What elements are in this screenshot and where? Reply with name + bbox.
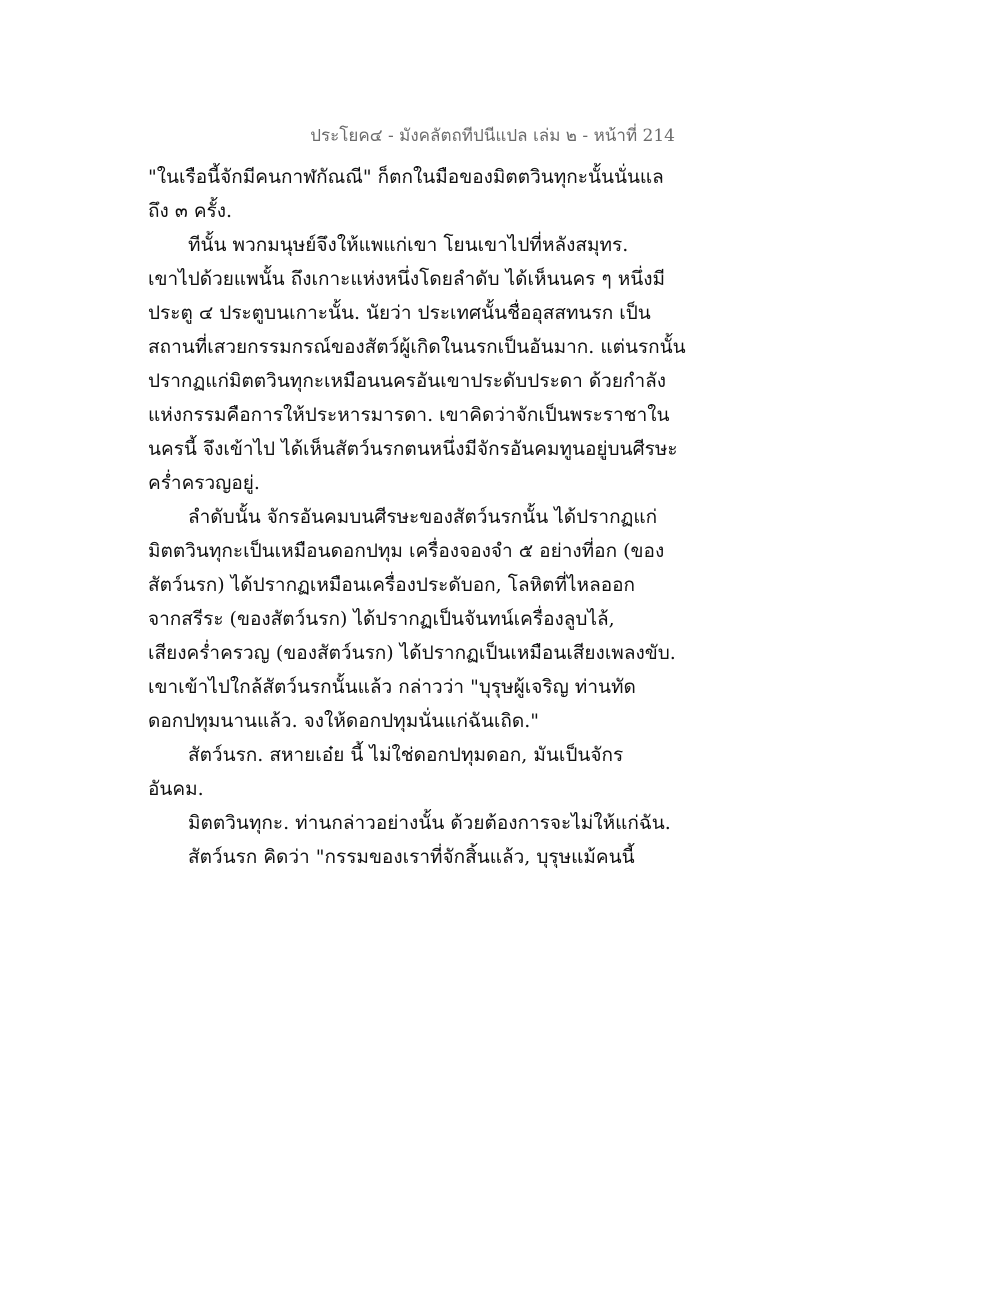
text-line: อันคม.	[148, 778, 204, 800]
text-line: คร่ำครวญอยู่.	[148, 472, 260, 494]
text-line: ประตู ๔ ประตูบนเกาะนั้น. นัยว่า ประเทศนั้นชื่ออุสสทนรก เป็น	[148, 302, 651, 324]
text-line: เขาไปด้วยแพนั้น ถึงเกาะแห่งหนึ่งโดยลำดับ ได้เห็นนคร ๆ หนึ่งมี	[148, 268, 666, 290]
page-header: ประโยค๔ - มังคลัตถทีปนีแปล เล่ม ๒ - หน้าที่ 214	[310, 126, 675, 146]
text-line: เสียงคร่ำครวญ (ของสัตว์นรก) ได้ปรากฏเป็นเหมือนเสียงเพลงขับ.	[148, 642, 676, 664]
text-line: ปรากฏแก่มิตตวินทุกะเหมือนนครอันเขาประดับประดา ด้วยกำลัง	[148, 370, 667, 392]
text-line: เขาเข้าไปใกล้สัตว์นรกนั้นแล้ว กล่าวว่า "บุรุษผู้เจริญ ท่านทัด	[148, 676, 636, 698]
text-line: นครนี้ จึงเข้าไป ได้เห็นสัตว์นรกตนหนึ่งมีจักรอันคมทูนอยู่บนศีรษะ	[148, 438, 678, 460]
text-line: สัตว์นรก) ได้ปรากฏเหมือนเครื่องประดับอก, โลหิตที่ไหลออก	[148, 574, 636, 596]
text-line: สถานที่เสวยกรรมกรณ์ของสัตว์ผู้เกิดในนรกเป็นอันมาก. แต่นรกนั้น	[148, 336, 686, 358]
text-line: มิตตวินทุกะ. ท่านกล่าวอย่างนั้น ด้วยต้องการจะไม่ให้แก่ฉัน.	[188, 812, 671, 834]
body-text	[148, 160, 708, 874]
text-line: ลำดับนั้น จักรอันคมบนศีรษะของสัตว์นรกนั้น ได้ปรากฏแก่	[188, 506, 658, 528]
text-line: ถึง ๓ ครั้ง.	[148, 200, 233, 222]
text-line: แห่งกรรมคือการให้ประหารมารดา. เขาคิดว่าจักเป็นพระราชาใน	[148, 404, 670, 426]
text-line: "ในเรือนี้จักมีคนกาฬกัณณี" ก็ตกในมือของมิตตวินทุกะนั้นนั่นแล	[148, 166, 664, 188]
text-line: ทีนั้น พวกมนุษย์จึงให้แพแก่เขา โยนเขาไปที่หลังสมุทร.	[188, 234, 629, 256]
text-line: ดอกปทุมนานแล้ว. จงให้ดอกปทุมนั่นแก่ฉันเถิด."	[148, 710, 539, 732]
text-line: มิตตวินทุกะเป็นเหมือนดอกปทุม เครื่องจองจำ ๕ อย่างที่อก (ของ	[148, 540, 665, 562]
text-line: จากสรีระ (ของสัตว์นรก) ได้ปรากฏเป็นจันทน์เครื่องลูบไล้,	[148, 608, 615, 630]
text-line: สัตว์นรก. สหายเอ๋ย นี้ ไม่ใช่ดอกปทุมดอก, มันเป็นจักร	[188, 744, 624, 766]
text-line: สัตว์นรก คิดว่า "กรรมของเราที่จักสิ้นแล้ว, บุรุษแม้คนนี้	[188, 846, 635, 868]
